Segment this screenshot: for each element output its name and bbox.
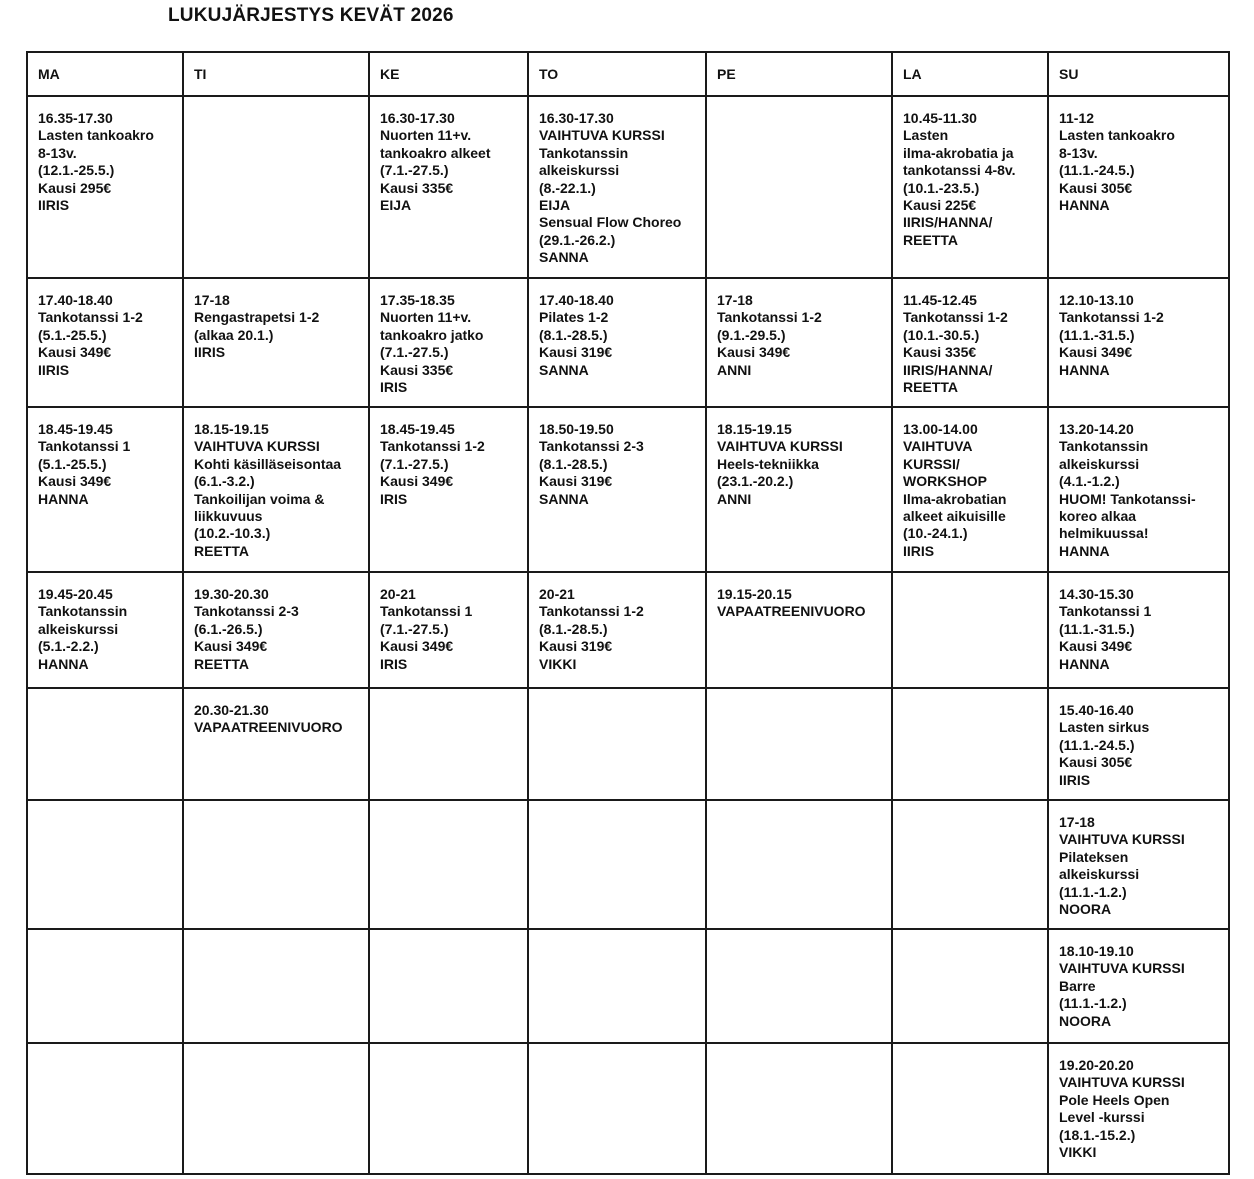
class-cell — [706, 1043, 892, 1174]
class-cell — [27, 688, 183, 800]
class-cell-text: 18.45-19.45 Tankotanssi 1-2 (7.1.-27.5.) Kausi 349€ IRIS — [380, 421, 485, 507]
schedule-row — [27, 688, 1229, 800]
class-cell — [706, 96, 892, 278]
class-cell-text: 14.30-15.30 Tankotanssi 1 (11.1.-31.5.) Kausi 349€ HANNA — [1059, 586, 1152, 672]
day-header-su: SU — [1048, 52, 1229, 96]
class-cell — [892, 1043, 1048, 1174]
class-cell-text — [529, 801, 705, 814]
class-cell-text: 13.00-14.00 VAIHTUVA KURSSI/ WORKSHOP Ilma-akrobatian alkeet aikuisille (10.-24.1.) IIRIS — [903, 421, 1007, 559]
class-cell-text: 13.20-14.20 Tankotanssin alkeiskurssi (4.1.-1.2.) HUOM! Tankotanssi- koreo alkaa helmikuussa! HANNA — [1059, 421, 1196, 559]
day-header-la: LA — [892, 52, 1048, 96]
schedule-row — [27, 800, 1229, 929]
schedule-row — [27, 96, 1229, 278]
class-cell — [1048, 800, 1229, 929]
class-cell — [528, 1043, 706, 1174]
class-cell — [369, 572, 528, 688]
class-cell-text: 19.20-20.20 VAIHTUVA KURSSI Pole Heels Open Level -kurssi (18.1.-15.2.) VIKKI — [1059, 1057, 1185, 1161]
page-title: LUKUJÄRJESTYS KEVÄT 2026 — [168, 5, 454, 26]
class-cell — [27, 96, 183, 278]
schedule-table — [26, 51, 1230, 1175]
class-cell — [528, 929, 706, 1043]
class-cell-text: 18.15-19.15 VAIHTUVA KURSSI Kohti käsilläseisontaa (6.1.-3.2.) Tankoilijan voima & liikkuvuus (10.2.-10.3.) REETTA — [194, 421, 342, 559]
class-cell — [1048, 407, 1229, 572]
schedule-row — [27, 278, 1229, 407]
class-cell-text — [370, 801, 527, 814]
class-cell — [528, 278, 706, 407]
class-cell-text — [893, 689, 1047, 702]
class-cell — [706, 800, 892, 929]
class-cell-text: 10.45-11.30 Lasten ilma-akrobatia ja tankotanssi 4-8v. (10.1.-23.5.) Kausi 225€ IIRIS/HANNA/ REETTA — [903, 110, 1016, 248]
class-cell-text: 17.35-18.35 Nuorten 11+v. tankoakro jatko (7.1.-27.5.) Kausi 335€ IRIS — [380, 292, 484, 396]
class-cell-text — [707, 930, 891, 943]
class-cell — [369, 96, 528, 278]
class-cell-text — [28, 801, 182, 814]
class-cell-text: 18.45-19.45 Tankotanssi 1 (5.1.-25.5.) Kausi 349€ HANNA — [38, 421, 131, 507]
class-cell-text: 20-21 Tankotanssi 1-2 (8.1.-28.5.) Kausi 319€ VIKKI — [539, 586, 644, 672]
class-cell — [183, 929, 369, 1043]
class-cell — [706, 572, 892, 688]
class-cell — [706, 407, 892, 572]
class-cell — [369, 688, 528, 800]
class-cell — [706, 688, 892, 800]
class-cell-text: 12.10-13.10 Tankotanssi 1-2 (11.1.-31.5.) Kausi 349€ HANNA — [1059, 292, 1164, 378]
class-cell-text: 17-18 Rengastrapetsi 1-2 (alkaa 20.1.) IIRIS — [194, 292, 320, 361]
class-cell — [369, 1043, 528, 1174]
class-cell-text — [184, 801, 368, 814]
class-cell-text — [707, 801, 891, 814]
day-header-ke: KE — [369, 52, 528, 96]
class-cell — [892, 800, 1048, 929]
class-cell-text: 18.15-19.15 VAIHTUVA KURSSI Heels-tekniikka (23.1.-20.2.) ANNI — [717, 421, 843, 507]
day-header-row — [27, 52, 1229, 96]
class-cell — [27, 278, 183, 407]
class-cell-text: 18.10-19.10 VAIHTUVA KURSSI Barre (11.1.-1.2.) NOORA — [1059, 943, 1185, 1029]
day-header-ti: TI — [183, 52, 369, 96]
class-cell-text — [28, 1044, 182, 1057]
class-cell-text: 19.45-20.45 Tankotanssin alkeiskurssi (5.1.-2.2.) HANNA — [38, 586, 128, 672]
class-cell — [27, 572, 183, 688]
class-cell-text — [707, 1044, 891, 1057]
class-cell — [528, 96, 706, 278]
class-cell-text: 15.40-16.40 Lasten sirkus (11.1.-24.5.) Kausi 305€ IIRIS — [1059, 702, 1150, 788]
class-cell-text — [184, 1044, 368, 1057]
class-cell — [27, 407, 183, 572]
class-cell — [892, 278, 1048, 407]
class-cell-text — [370, 930, 527, 943]
schedule-row — [27, 572, 1229, 688]
class-cell-text — [893, 1044, 1047, 1057]
day-header-pe: PE — [706, 52, 892, 96]
class-cell — [369, 929, 528, 1043]
class-cell-text — [529, 689, 705, 702]
class-cell-text — [707, 97, 891, 110]
class-cell-text — [370, 1044, 527, 1057]
class-cell — [528, 572, 706, 688]
class-cell-text — [529, 930, 705, 943]
class-cell-text: 17.40-18.40 Pilates 1-2 (8.1.-28.5.) Kausi 319€ SANNA — [539, 292, 614, 378]
class-cell — [1048, 688, 1229, 800]
class-cell — [369, 800, 528, 929]
schedule-row — [27, 1043, 1229, 1174]
class-cell-text: 20-21 Tankotanssi 1 (7.1.-27.5.) Kausi 349€ IRIS — [380, 586, 473, 672]
class-cell — [892, 407, 1048, 572]
class-cell-text — [893, 801, 1047, 814]
class-cell — [528, 407, 706, 572]
day-header-ma: MA — [27, 52, 183, 96]
class-cell — [183, 1043, 369, 1174]
class-cell — [528, 688, 706, 800]
class-cell — [183, 688, 369, 800]
class-cell-text — [28, 930, 182, 943]
class-cell — [183, 800, 369, 929]
class-cell — [706, 929, 892, 1043]
class-cell-text: 16.30-17.30 VAIHTUVA KURSSI Tankotanssin alkeiskurssi (8.-22.1.) EIJA Sensual Flow Choreo (29.1.-26.2.) SANNA — [539, 110, 682, 266]
class-cell-text — [184, 97, 368, 110]
class-cell — [369, 407, 528, 572]
class-cell — [183, 96, 369, 278]
class-cell-text: 19.30-20.30 Tankotanssi 2-3 (6.1.-26.5.) Kausi 349€ REETTA — [194, 586, 299, 672]
class-cell-text: 19.15-20.15 VAPAATREENIVUORO — [717, 586, 866, 620]
class-cell — [369, 278, 528, 407]
class-cell-text: 17.40-18.40 Tankotanssi 1-2 (5.1.-25.5.) Kausi 349€ IIRIS — [38, 292, 143, 378]
class-cell — [1048, 96, 1229, 278]
class-cell — [1048, 1043, 1229, 1174]
class-cell-text: 11.45-12.45 Tankotanssi 1-2 (10.1.-30.5.) Kausi 335€ IIRIS/HANNA/ REETTA — [903, 292, 1008, 396]
class-cell-text — [370, 689, 527, 702]
class-cell-text: 18.50-19.50 Tankotanssi 2-3 (8.1.-28.5.) Kausi 319€ SANNA — [539, 421, 644, 507]
class-cell — [1048, 278, 1229, 407]
class-cell — [1048, 572, 1229, 688]
class-cell-text: 11-12 Lasten tankoakro 8-13v. (11.1.-24.5.) Kausi 305€ HANNA — [1059, 110, 1175, 214]
class-cell-text — [893, 573, 1047, 586]
class-cell — [27, 929, 183, 1043]
class-cell — [183, 278, 369, 407]
class-cell-text: 17-18 VAIHTUVA KURSSI Pilateksen alkeiskurssi (11.1.-1.2.) NOORA — [1059, 814, 1185, 918]
class-cell — [892, 929, 1048, 1043]
class-cell-text: 20.30-21.30 VAPAATREENIVUORO — [194, 702, 343, 736]
class-cell-text: 17-18 Tankotanssi 1-2 (9.1.-29.5.) Kausi 349€ ANNI — [717, 292, 822, 378]
class-cell — [183, 407, 369, 572]
class-cell-text — [707, 689, 891, 702]
class-cell — [892, 688, 1048, 800]
class-cell — [27, 1043, 183, 1174]
class-cell — [183, 572, 369, 688]
schedule-row — [27, 407, 1229, 572]
class-cell-text: 16.30-17.30 Nuorten 11+v. tankoakro alkeet (7.1.-27.5.) Kausi 335€ EIJA — [380, 110, 491, 214]
class-cell-text — [28, 689, 182, 702]
class-cell-text: 16.35-17.30 Lasten tankoakro 8-13v. (12.1.-25.5.) Kausi 295€ IIRIS — [38, 110, 154, 214]
class-cell — [1048, 929, 1229, 1043]
class-cell — [27, 800, 183, 929]
day-header-to: TO — [528, 52, 706, 96]
class-cell — [892, 572, 1048, 688]
class-cell-text — [184, 930, 368, 943]
class-cell — [528, 800, 706, 929]
class-cell-text — [893, 930, 1047, 943]
schedule-row — [27, 929, 1229, 1043]
class-cell — [706, 278, 892, 407]
class-cell — [892, 96, 1048, 278]
class-cell-text — [529, 1044, 705, 1057]
